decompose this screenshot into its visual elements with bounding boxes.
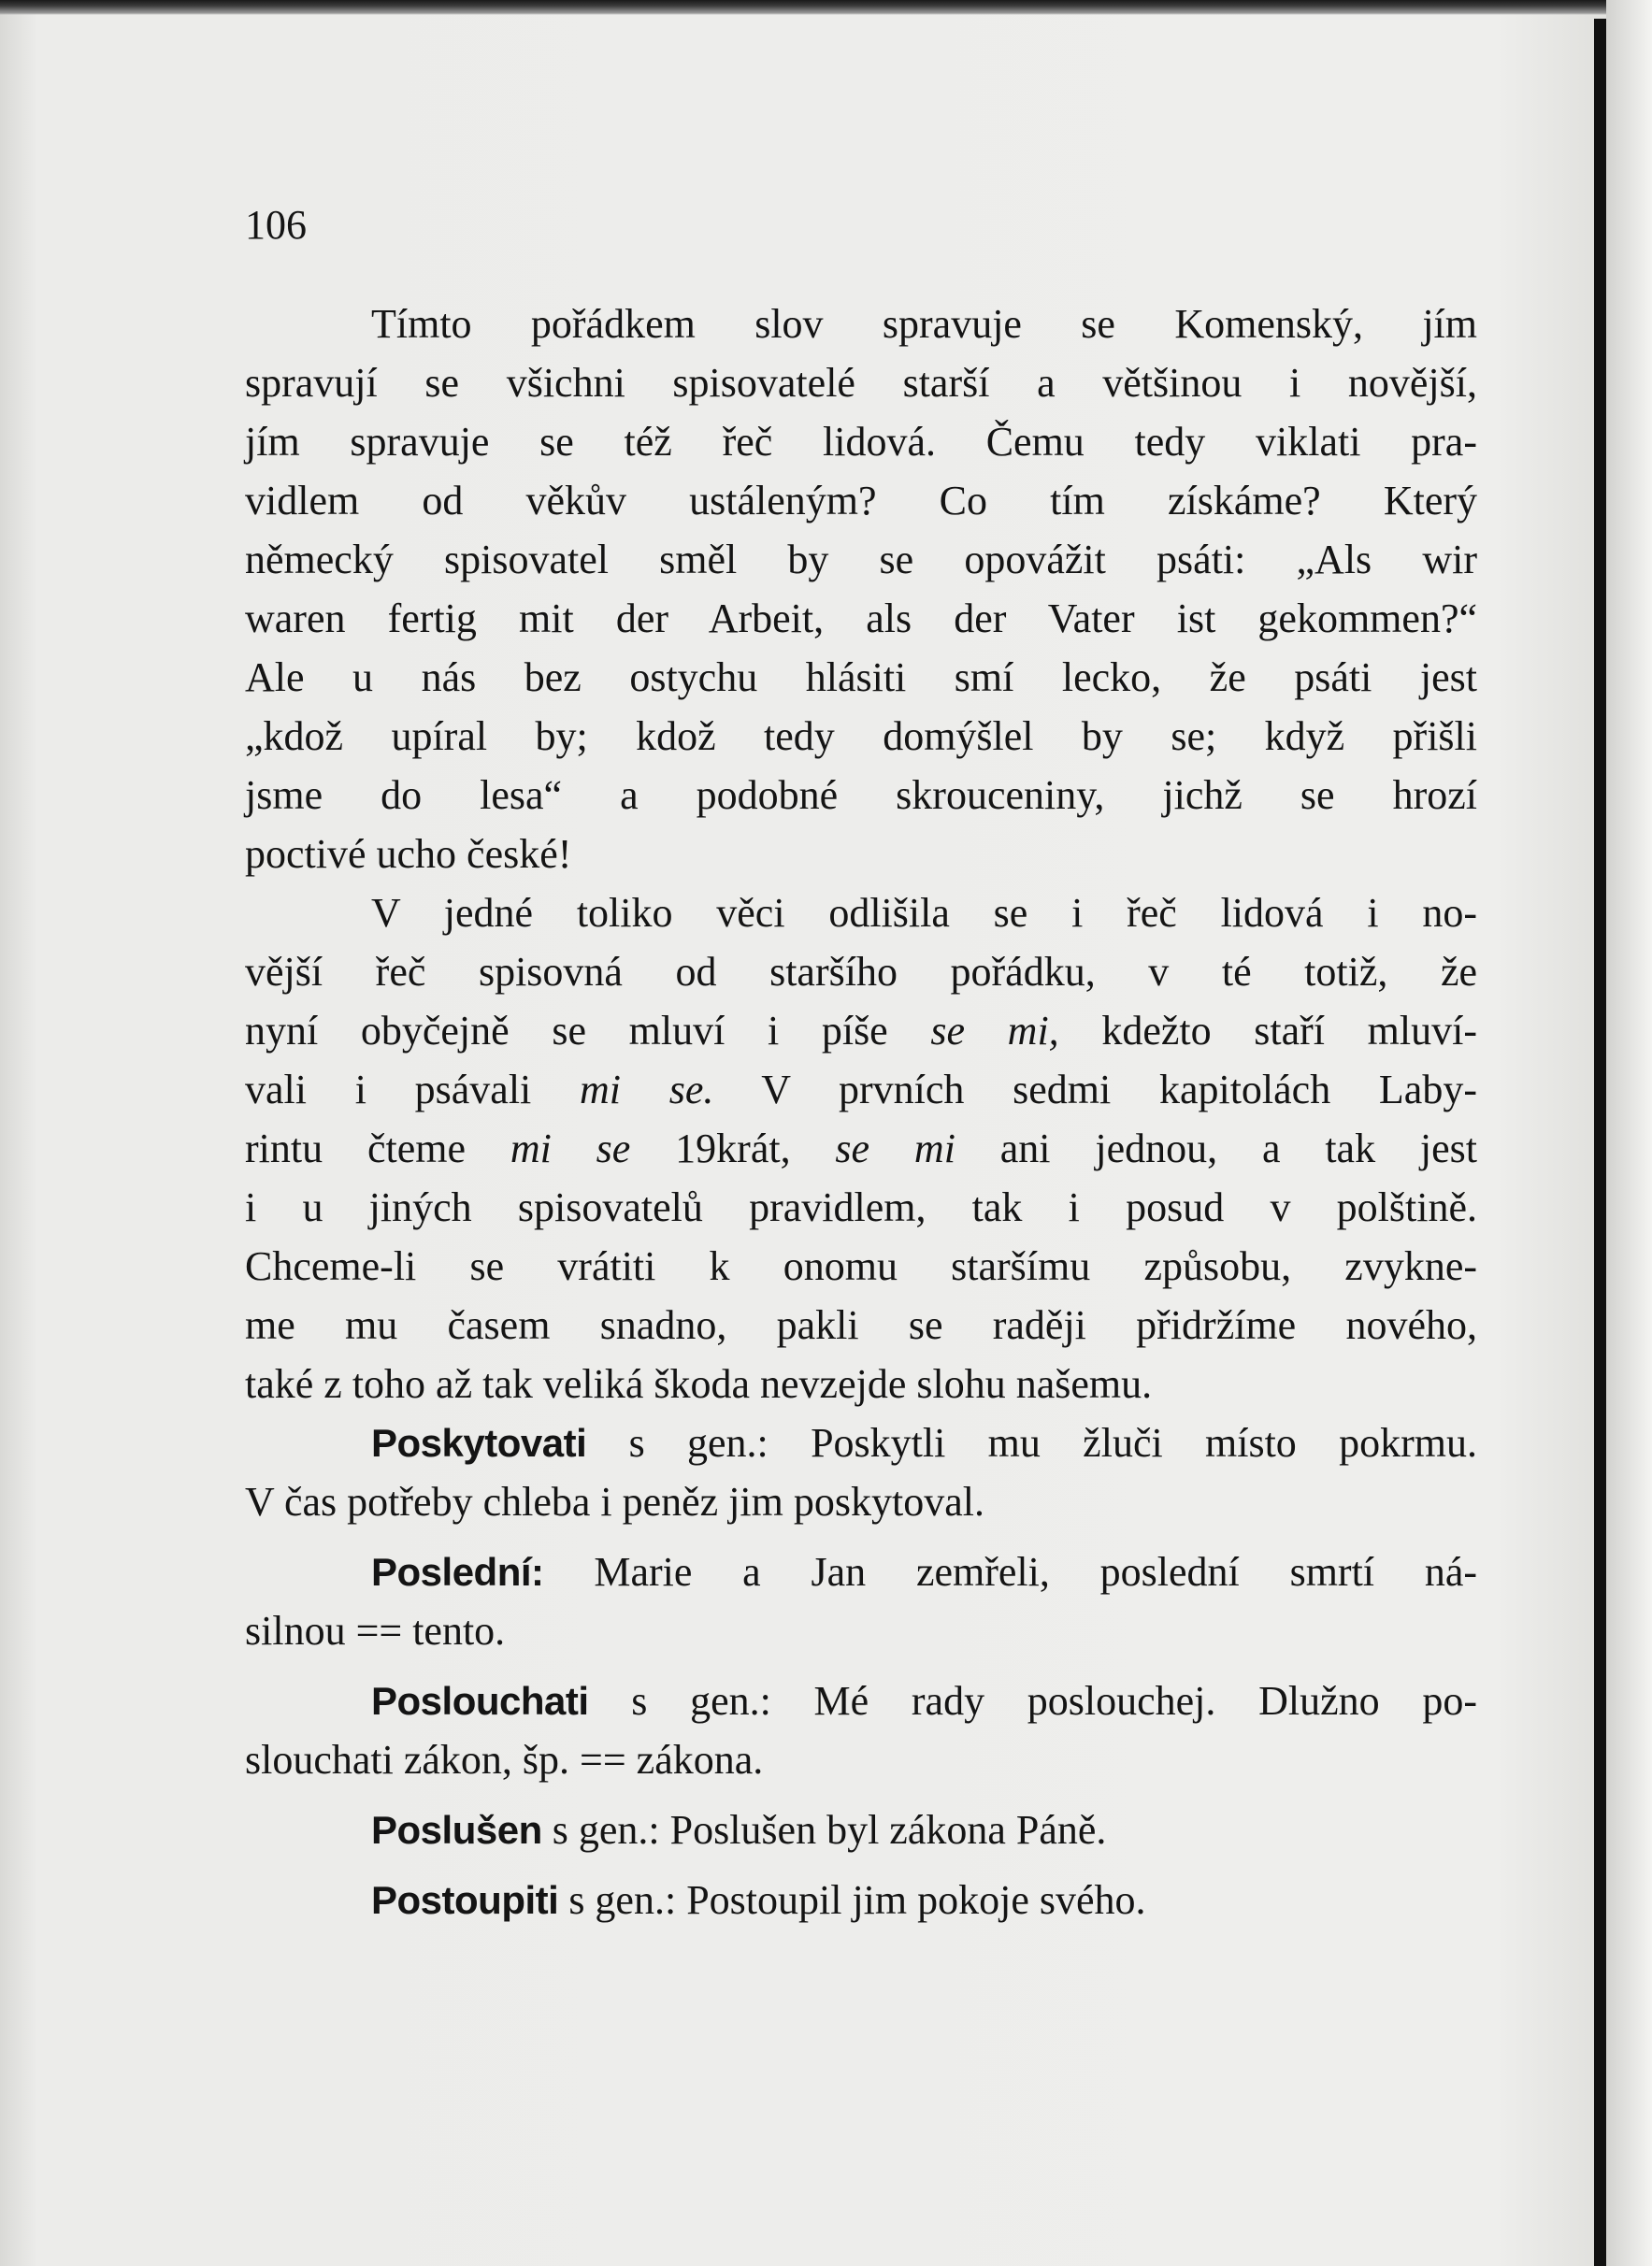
entry-headword: Poskytovati bbox=[371, 1421, 587, 1465]
text-line: vější řeč spisovná od staršího pořádku, v té totiž, že bbox=[245, 949, 1477, 995]
text-run: 19krát, bbox=[630, 1126, 836, 1171]
text-run: kdežto staří mluví- bbox=[1058, 1008, 1478, 1054]
text-run: rintu čteme bbox=[245, 1126, 510, 1171]
italic-phrase: mi se. bbox=[580, 1067, 714, 1112]
text-line: spravují se všichni spisovatelé starší a většinou i novější, bbox=[245, 360, 1477, 406]
text-run: s gen.: Poslušen byl zákona Páně. bbox=[541, 1807, 1107, 1853]
text-line: Tímto pořádkem slov spravuje se Komenský, jím bbox=[371, 301, 1477, 347]
text-line: „kdož upíral by; kdož tedy domýšlel by se; když přišli bbox=[245, 713, 1477, 759]
body-text bbox=[245, 294, 1477, 1929]
dictionary-entry-poslusen bbox=[245, 1800, 1477, 1859]
text-line: V jedné toliko věci odlišila se i řeč lidová i no- bbox=[371, 890, 1477, 936]
text-line bbox=[245, 1871, 1477, 1929]
entry-headword: Poslouchati bbox=[371, 1679, 589, 1723]
text-line bbox=[245, 1800, 1477, 1859]
dictionary-entry-posledni bbox=[245, 1542, 1477, 1660]
page-top-shadow bbox=[0, 0, 1652, 15]
text-line bbox=[245, 1413, 1477, 1472]
page-right-margin bbox=[1606, 0, 1652, 2266]
text-line bbox=[245, 1542, 1477, 1601]
text-line bbox=[245, 1671, 1477, 1730]
entry-headword: Poslední: bbox=[371, 1550, 544, 1594]
text-line: německý spisovatel směl by se opovážit psáti: „Als wir bbox=[245, 537, 1477, 582]
text-line: silnou == tento. bbox=[245, 1608, 506, 1654]
text-run: s gen.: Postoupil jim pokoje svého. bbox=[558, 1877, 1146, 1923]
text-line bbox=[245, 1060, 1477, 1119]
text-line: jsme do lesa“ a podobné skrouceniny, jichž se hrozí bbox=[245, 772, 1477, 818]
text-line: i u jiných spisovatelů pravidlem, tak i posud v polštině. bbox=[245, 1184, 1477, 1230]
text-line: jím spravuje se též řeč lidová. Čemu tedy viklati pra- bbox=[245, 419, 1477, 465]
page-binding-edge bbox=[1594, 19, 1606, 2266]
text-line: waren fertig mit der Arbeit, als der Vater ist gekommen?“ bbox=[245, 595, 1477, 641]
text-line: V čas potřeby chleba i peněz jim poskytoval. bbox=[245, 1479, 984, 1525]
text-line: me mu časem snadno, pakli se raději přidržíme nového, bbox=[245, 1302, 1477, 1348]
text-line: Ale u nás bez ostychu hlásiti smí lecko, že psáti jest bbox=[245, 654, 1477, 700]
text-run: nyní obyčejně se mluví i píše bbox=[245, 1008, 931, 1054]
text-line: slouchati zákon, šp. == zákona. bbox=[245, 1737, 764, 1783]
text-run: s gen.: Mé rady poslouchej. Dlužno po- bbox=[588, 1678, 1477, 1724]
text-line: vidlem od věkův ustáleným? Co tím získáme? Který bbox=[245, 478, 1477, 523]
text-run: V prvních sedmi kapitolách Laby- bbox=[713, 1067, 1477, 1112]
text-run: vali i psávali bbox=[245, 1067, 580, 1112]
paragraph-1 bbox=[245, 294, 1477, 883]
dictionary-entry-postoupiti bbox=[245, 1871, 1477, 1929]
text-line bbox=[245, 1001, 1477, 1060]
italic-phrase: se mi bbox=[835, 1126, 955, 1171]
text-run: Marie a Jan zemřeli, poslední smrtí ná- bbox=[543, 1549, 1477, 1595]
text-line: Chceme-li se vrátiti k onomu staršímu způsobu, zvykne- bbox=[245, 1243, 1477, 1289]
dictionary-entry-poslouchati bbox=[245, 1671, 1477, 1789]
entry-headword: Poslušen bbox=[371, 1808, 542, 1852]
text-line: také z toho až tak veliká škoda nevzejde slohu našemu. bbox=[245, 1361, 1153, 1407]
dictionary-entry-poskytovati bbox=[245, 1413, 1477, 1531]
page-number: 106 bbox=[245, 202, 307, 248]
text-run: ani jednou, a tak jest bbox=[955, 1126, 1478, 1171]
text-line bbox=[245, 1119, 1477, 1178]
text-line: poctivé ucho české! bbox=[245, 831, 572, 877]
entry-headword: Postoupiti bbox=[371, 1878, 559, 1922]
text-run: s gen.: Poskytli mu žluči místo pokrmu. bbox=[586, 1420, 1477, 1466]
italic-phrase: se mi, bbox=[930, 1008, 1059, 1054]
paragraph-2 bbox=[245, 883, 1477, 1413]
italic-phrase: mi se bbox=[510, 1126, 631, 1171]
